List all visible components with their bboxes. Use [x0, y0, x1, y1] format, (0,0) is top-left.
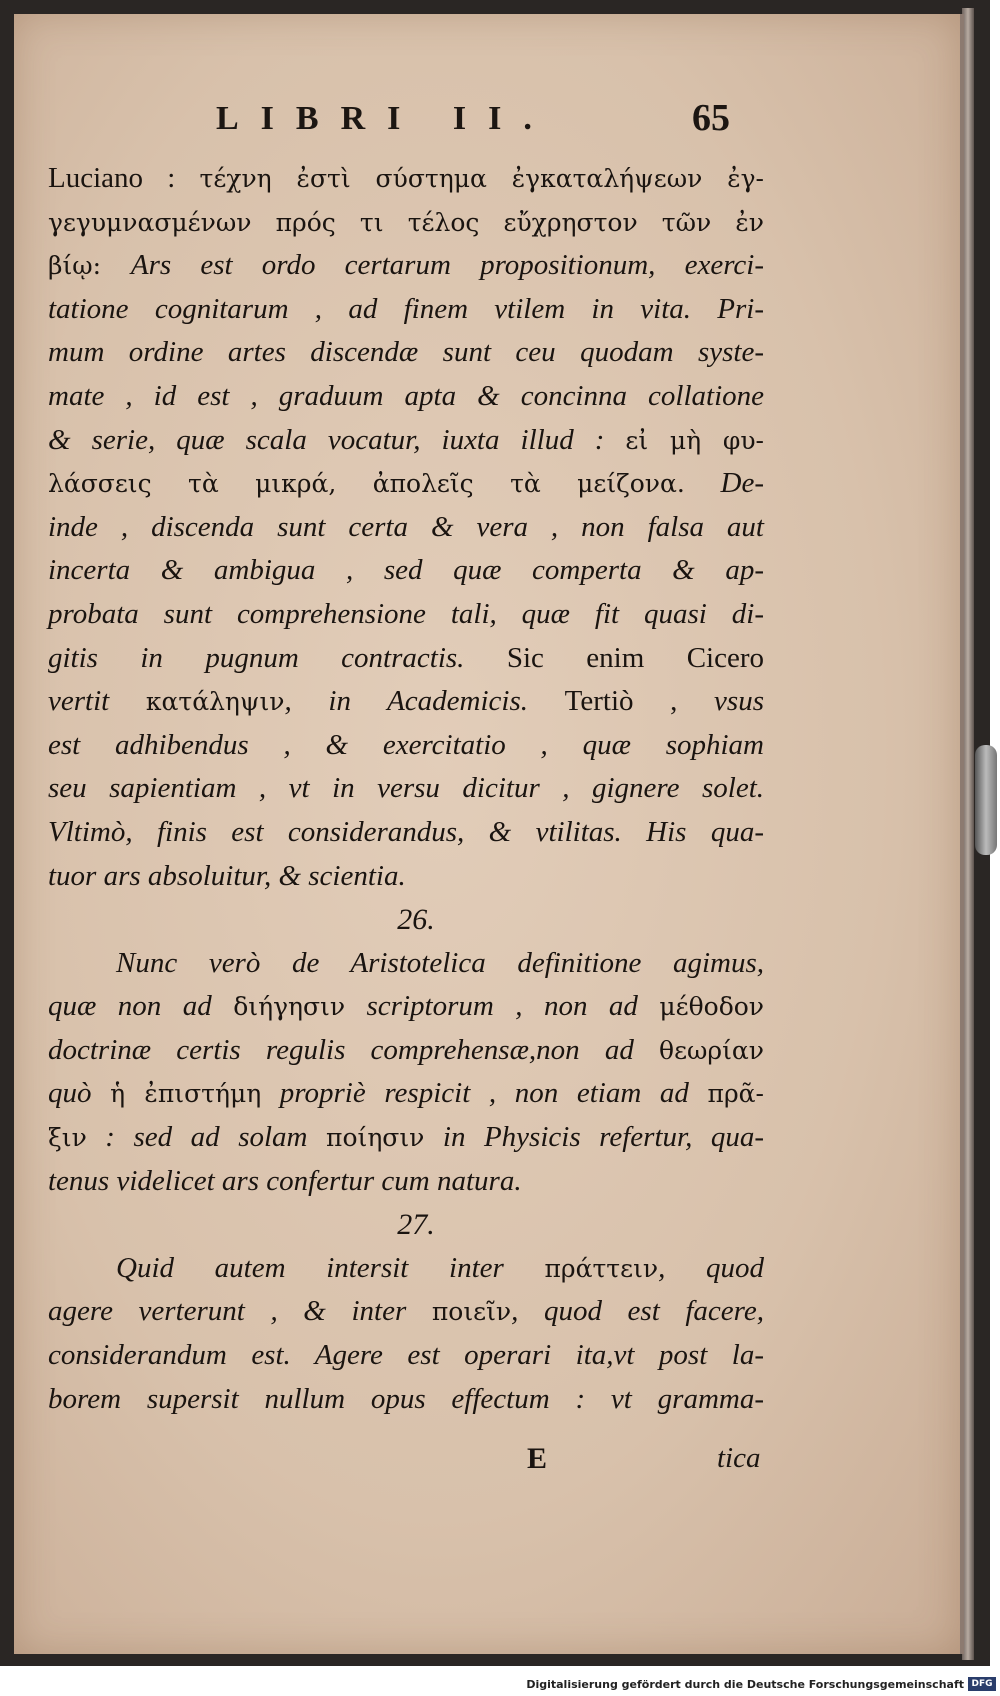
signature-mark: E — [527, 1442, 548, 1475]
latin-segment: Luciano : — [48, 162, 200, 194]
text-line — [48, 1029, 764, 1073]
greek-segment: εἰ μὴ φυ- — [625, 425, 765, 455]
latin-segment: , quod — [658, 1251, 764, 1284]
latin-segment: probata sunt comprehensione tali, quæ fit quasi di- — [48, 597, 764, 630]
latin-segment: quæ non ad — [48, 990, 234, 1023]
book-clasp — [975, 745, 997, 855]
latin-segment: & serie, quæ scala vocatur, iuxta illud : — [48, 423, 626, 456]
running-head: LIBRI II. — [216, 100, 554, 137]
greek-segment: διήγησιν — [233, 992, 346, 1022]
text-line — [48, 1247, 764, 1291]
latin-segment: Quid autem intersit inter — [116, 1251, 545, 1284]
text-line — [48, 680, 764, 724]
text-line — [48, 1160, 764, 1204]
text-line — [48, 942, 764, 986]
greek-segment: γεγυμνασμένων πρός τι τέλος εὔχρηστον τῶν ἐν — [48, 207, 764, 237]
text-line — [48, 593, 764, 637]
latin-segment: , in Academicis. — [284, 685, 565, 718]
greek-segment: ξιν — [48, 1123, 87, 1153]
latin-segment: , quod est facere, — [511, 1295, 764, 1328]
text-line — [48, 201, 764, 245]
latin-segment: De- — [684, 467, 764, 500]
credit-bar — [0, 1674, 1000, 1696]
book-page — [14, 14, 964, 1654]
text-line — [48, 724, 764, 768]
latin-segment: agere verterunt , & inter — [48, 1295, 432, 1328]
greek-segment: κατάληψιν — [145, 687, 285, 717]
text-line — [48, 1334, 764, 1378]
greek-segment: μέθοδον — [659, 992, 765, 1022]
greek-segment: ποιεῖν — [431, 1297, 512, 1327]
latin-segment: Sic enim Cicero — [506, 641, 765, 674]
latin-segment: scriptorum , non ad — [345, 990, 660, 1023]
text-line — [48, 1290, 764, 1334]
latin-segment: gitis in pugnum contractis. — [48, 641, 507, 674]
body-text — [48, 157, 764, 1421]
text-line — [48, 1072, 764, 1116]
text-line — [48, 506, 764, 550]
latin-segment: est adhibendus , & exercitatio , quæ sophiam — [48, 728, 764, 761]
latin-segment: : sed ad solam — [86, 1121, 327, 1154]
greek-segment: λάσσεις τὰ μικρά, ἀπολεῖς τὰ μείζονα. — [48, 469, 685, 499]
latin-segment: tatione cognitarum , ad finem vtilem in vita. Pri- — [48, 292, 764, 325]
page-header — [194, 96, 794, 146]
latin-segment: incerta & ambigua , sed quæ comperta & ap- — [48, 554, 764, 587]
latin-segment: tenus videlicet ars confertur cum natura. — [48, 1164, 522, 1197]
text-line — [48, 331, 764, 375]
greek-segment: πράττειν — [544, 1253, 659, 1283]
latin-segment: mate , id est , graduum apta & concinna collatione — [48, 379, 764, 412]
latin-segment: tuor ars absoluitur, & scientia. — [48, 859, 406, 892]
latin-segment: vsus — [677, 685, 764, 718]
text-line — [48, 985, 764, 1029]
text-line — [48, 462, 764, 506]
latin-segment: Ars est ordo certarum propositionum, exerci- — [130, 249, 764, 282]
credit-text: Digitalisierung gefördert durch die Deutsche Forschungsgemeinschaft — [526, 1678, 964, 1691]
greek-segment: πρᾶ- — [707, 1079, 764, 1109]
latin-segment: borem supersit nullum opus effectum : vt gramma- — [48, 1382, 764, 1415]
catchword: tica — [717, 1442, 761, 1474]
text-line — [48, 1116, 764, 1160]
latin-segment: Nunc verò de Aristotelica definitione agimus, — [116, 946, 764, 979]
latin-segment: inde , discenda sunt certa & vera , non falsa aut — [48, 510, 764, 543]
latin-segment: doctrinæ certis regulis comprehensæ,non ad — [48, 1033, 660, 1066]
text-line — [48, 549, 764, 593]
text-line — [48, 767, 764, 811]
text-line — [48, 375, 764, 419]
greek-segment: ποίησιν — [326, 1123, 425, 1153]
greek-segment: θεωρίαν — [659, 1035, 764, 1065]
dfg-logo-icon: DFG — [968, 1677, 996, 1691]
latin-segment: propriè respicit , non etiam ad — [261, 1077, 708, 1110]
section-number: 26. — [397, 903, 435, 937]
greek-segment: βίῳ: — [48, 251, 131, 281]
text-line — [48, 419, 764, 463]
text-line — [48, 288, 764, 332]
latin-segment: vertit — [48, 685, 146, 718]
text-line — [48, 855, 764, 899]
latin-segment: quò — [48, 1077, 111, 1110]
page-number: 65 — [692, 97, 730, 139]
text-line — [48, 1378, 764, 1422]
latin-segment: Vltimò, finis est considerandus, & vtilitas. His qua- — [48, 815, 764, 848]
latin-segment: mum ordine artes discendæ sunt ceu quodam syste- — [48, 336, 764, 369]
text-line — [48, 157, 764, 201]
text-line — [48, 244, 764, 288]
text-line — [48, 811, 764, 855]
latin-segment: considerandum est. Agere est operari ita,vt post la- — [48, 1339, 764, 1372]
latin-segment: Tertiò , — [564, 685, 678, 718]
latin-segment: seu sapientiam , vt in versu dicitur , gignere solet. — [48, 772, 764, 805]
greek-segment: ἡ ἐπιστήμη — [110, 1079, 262, 1109]
text-line — [48, 637, 764, 681]
section-number: 27. — [397, 1208, 435, 1242]
latin-segment: in Physicis refertur, qua- — [424, 1121, 765, 1154]
greek-segment: τέχνη ἐστὶ σύστημα ἐγκαταλήψεων ἐγ- — [199, 164, 764, 193]
